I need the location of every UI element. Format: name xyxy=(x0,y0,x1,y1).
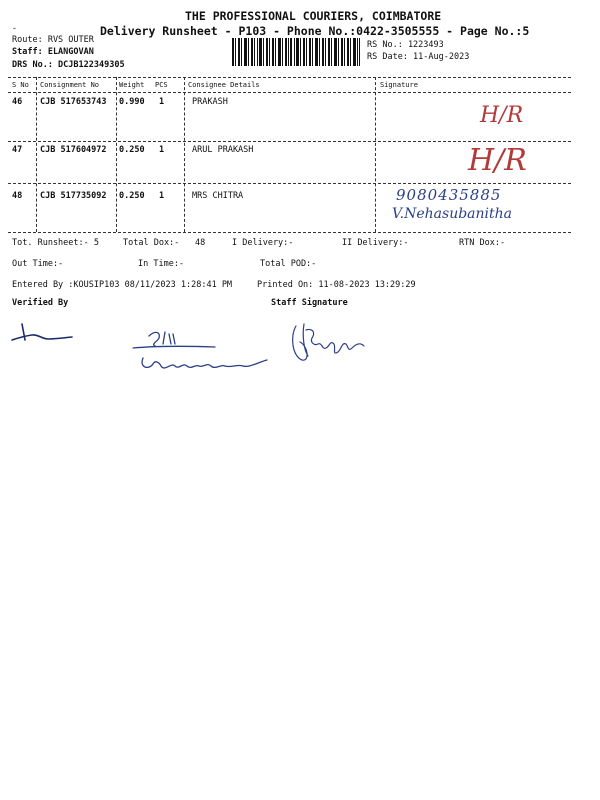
ii-delivery: II Delivery:- xyxy=(342,238,409,248)
cell-consignment: CJB 517653743 xyxy=(40,97,107,107)
col-divider xyxy=(375,77,376,232)
rtn-dox: RTN Dox:- xyxy=(459,238,506,248)
drs-number: DRS No.: DCJB122349305 xyxy=(12,60,125,70)
staff-signature xyxy=(286,316,370,372)
row-rule xyxy=(8,183,571,184)
staff-label: Staff: ELANGOVAN xyxy=(12,47,94,57)
col-header-weight: Weight xyxy=(119,81,145,89)
table-bottom-rule xyxy=(8,232,571,233)
route-label: Route: RVS OUTER xyxy=(12,35,94,45)
col-divider xyxy=(184,77,185,232)
total-dox-value: 48 xyxy=(195,238,206,248)
company-title: THE PROFESSIONAL COURIERS, COIMBATORE xyxy=(185,9,442,23)
out-time: Out Time:- xyxy=(12,259,64,269)
printed-on: Printed On: 11-08-2023 13:29:29 xyxy=(257,280,416,290)
cell-weight: 0.990 xyxy=(119,97,145,107)
staff-signature-label: Staff Signature xyxy=(271,298,348,308)
mark-glyph: ˘ xyxy=(12,27,17,36)
checker-signature xyxy=(125,322,275,378)
signature-handwriting: H/R xyxy=(480,103,524,128)
cell-consignee: PRAKASH xyxy=(192,97,228,107)
cell-sno: 47 xyxy=(12,145,23,155)
in-time: In Time:- xyxy=(138,259,185,269)
col-header-pcs: PCS xyxy=(155,81,168,89)
signature-handwriting: H/R xyxy=(468,143,527,178)
col-divider xyxy=(36,77,37,232)
cell-sno: 46 xyxy=(12,97,23,107)
i-delivery: I Delivery:- xyxy=(232,238,294,248)
signature-phone-handwriting: 9080435885 xyxy=(396,186,502,204)
total-dox-label: Total Dox:- xyxy=(123,238,180,248)
rs-number: RS No.: 1223493 xyxy=(367,40,444,50)
cell-pcs: 1 xyxy=(159,97,165,107)
verified-by-label: Verified By xyxy=(12,298,69,308)
cell-consignment: CJB 517735092 xyxy=(40,191,107,201)
cell-pcs: 1 xyxy=(159,191,165,201)
row-rule xyxy=(8,141,571,142)
cell-consignee: MRS CHITRA xyxy=(192,191,244,201)
cell-pcs: 1 xyxy=(159,145,165,155)
cell-consignment: CJB 517604972 xyxy=(40,145,107,155)
col-divider xyxy=(116,77,117,232)
col-header-signature: Signature xyxy=(380,81,418,89)
total-pod: Total POD:- xyxy=(260,259,317,269)
header-bottom-rule xyxy=(8,92,571,93)
runsheet-line: Delivery Runsheet - P103 - Phone No.:0422-3505555 - Page No.:5 xyxy=(100,24,530,38)
verified-signature xyxy=(8,318,78,352)
col-header-consignment: Consignment No xyxy=(40,81,100,89)
col-header-sno: S No xyxy=(12,81,29,89)
tot-runsheet: Tot. Runsheet:- 5 xyxy=(12,238,99,248)
col-header-consignee: Consignee Details xyxy=(188,81,260,89)
cell-consignee: ARUL PRAKASH xyxy=(192,145,254,155)
barcode xyxy=(232,38,360,66)
cell-weight: 0.250 xyxy=(119,191,145,201)
signature-name-handwriting: V.Nehasubanitha xyxy=(392,206,513,222)
cell-weight: 0.250 xyxy=(119,145,145,155)
cell-sno: 48 xyxy=(12,191,23,201)
rs-date: RS Date: 11-Aug-2023 xyxy=(367,52,470,62)
table-top-rule xyxy=(8,77,571,78)
entered-by: Entered By :KOUSIP103 08/11/2023 1:28:41 PM xyxy=(12,280,233,290)
